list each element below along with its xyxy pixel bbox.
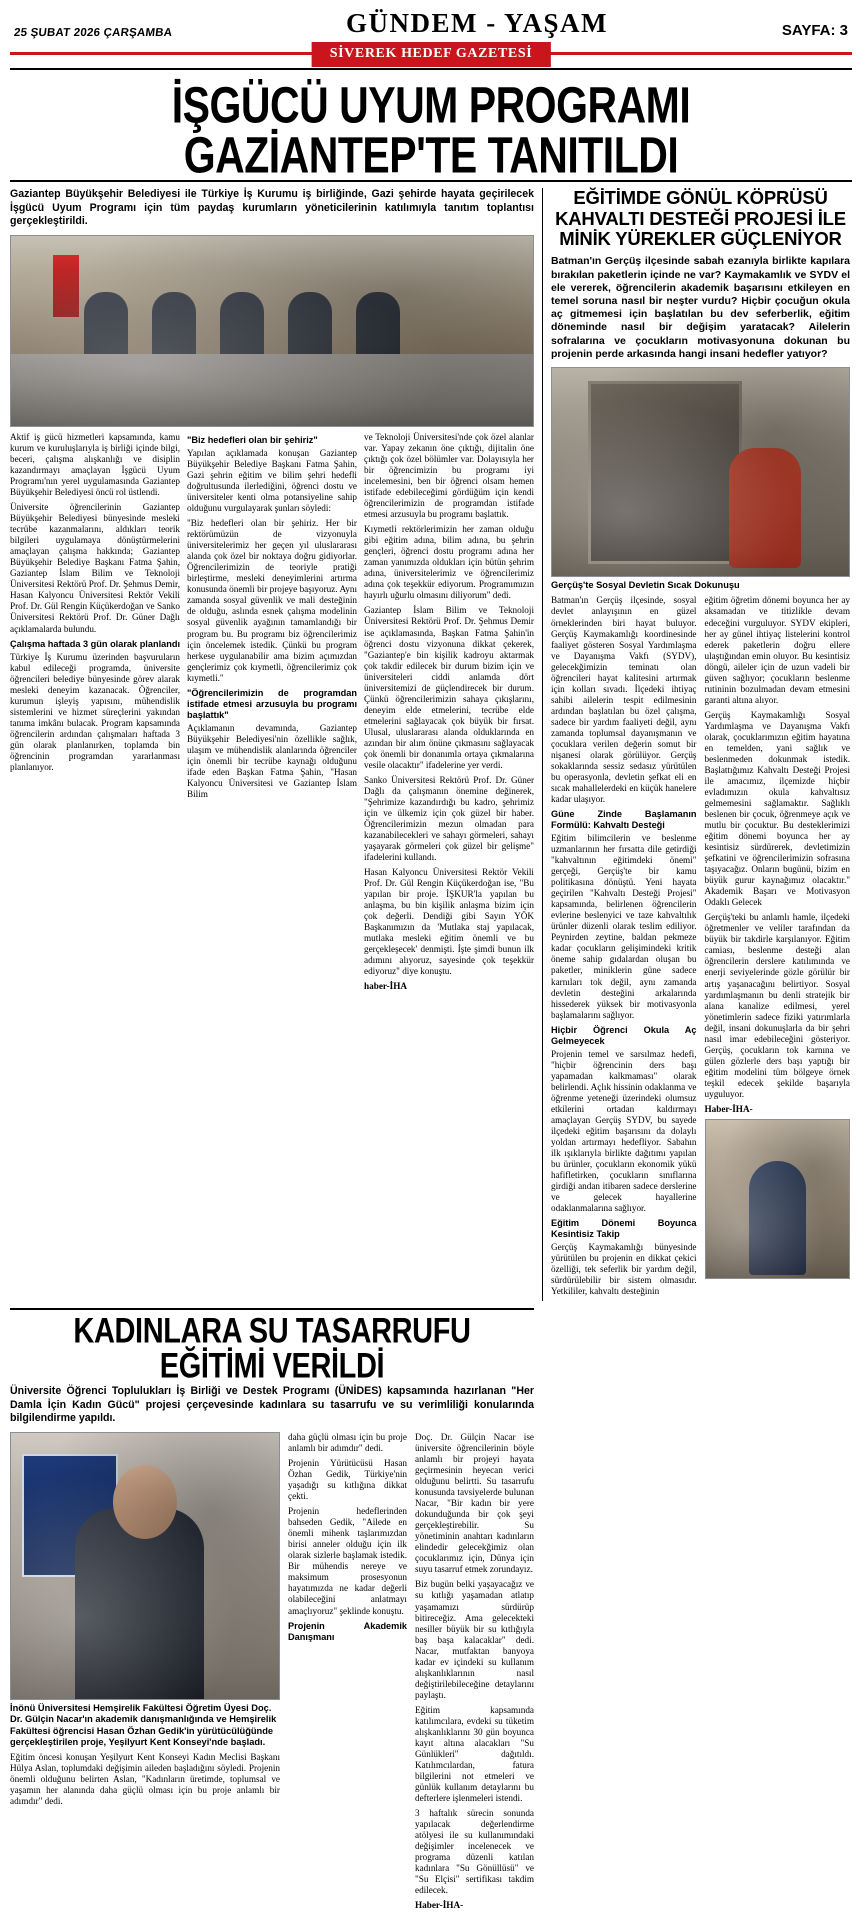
speaker-photo: [10, 1432, 280, 1700]
secondary-story: [542, 188, 850, 1301]
door-frame-decor: [588, 381, 742, 564]
secondary-photo-caption: Gerçüş'te Sosyal Devletin Sıcak Dokunuşu: [551, 580, 740, 591]
paragraph: Gaziantep İslam Bilim ve Teknoloji Üniversitesi Rektörü Prof. Dr. Şehmus Demir ise açıklamasında, Başkan Fatma Şahin'in öğrenci dostu vizyonuna dikkat çekerek, "Gaziantep'e bin kişilik kadroyu aktarmak çok takdir edilecek bir durum bizim için ve üniversiteleri ciddi anlamda dört üniversitemizi de güçlendirecek bir durum. Çünkü öğrencilerimizin sahaya çıkışlarını, deneyim elde etmelerini, tecrübe elde etmelerini sağlayacak çok büyük bir fırsat. Ulusal, uluslararası alanda olduklarında en azından bir alım önüne çıkmasını sağlayacak çok önemli bir donanımla ortaya çıkmalarına vesile olacaktır" ifadelerine yer verdi.: [364, 605, 534, 770]
paragraph: Eğitim bilimcilerin ve beslenme uzmanlarının her fırsatta dile getirdiği "kahvaltının eğitimdeki önemi" gerçeği, Gerçüş'te bir kamu politikasına dönüştü. Yeni hayata geçirilen "Kahvaltı Desteği Projesi" kapsamında, belirlenen öğrencilerin evlerine beslenyici ve taze kahvaltılık ürünler düzenli olarak teslim ediliyor. Peynirden zeytine, baldan pekmeze kadar çocukların gelişimindeki kritik öneme sahip gıdalardan oluşan bu paketler, miniklerin güne sadece karnıları tok değil, aynı zamanda devletin desteğini arkalarında hissederek yüksek bir motivasyonla başlamalarını sağlıyor.: [551, 833, 697, 1020]
subheading: Projenin Akademik Danışmanı: [288, 1620, 407, 1642]
meeting-photo: [10, 235, 534, 427]
person-decor: [220, 292, 264, 358]
flag-decor: [53, 255, 79, 317]
backdrop-banner-decor: [22, 1454, 118, 1576]
person-decor: [288, 292, 332, 358]
main-headline-block: [10, 68, 852, 182]
paragraph: Projenin hedeflerinden bahseden Gedik, "Ailede en önemli mihenk taşlarımızdan birisi anneler olduğu için ilk olarak sizlerle başlamak istedik. Bir mühendis nereye ve maksimum prosesyonun hayatımızda ne kadar değerli olabileceğini anlatmayı amaçlıyoruz" şeklinde konuştu.: [288, 1506, 407, 1616]
paragraph: Hasan Kalyoncu Üniversitesi Rektör Vekili Prof. Dr. Gül Rengin Küçükerdoğan ise, "Bu yapılan bir proje. İŞKUR'la yapılan bu anlaşma, bu bin kişilik anlaşma bizim için çok değerli. Dendiği gibi Sayın YÖK Başkanımızın da 'Mutlaka staj yapılacak, mutlaka mesleki eğitim önemli ve bu gerçekleşecek' denmişti. İşte şimdi bunun ilk adımını alıyoruz, sayesinde çok teşekkür ediyoruz" diye konuştu.: [364, 867, 534, 977]
person-decor: [84, 292, 128, 358]
secondary-headline: EĞİTİMDE GÖNÜL KÖPRÜSÜ KAHVALTI DESTEĞİ PROJESİ İLE MİNİK YÜREKLER GÜÇLENİYOR: [555, 187, 846, 250]
paragraph: Üniversite öğrencilerinin Gaziantep Büyükşehir Belediyesi bünyesinde mesleki tecrübe kazanmalarını, aldıkları teorik bilgileri uygulamaya dönüştürmelerini amaçlayan çalışma hakkında; Gaziantep Büyükşehir Belediye Başkanı Fatma Şahin, Gaziantep İslam Bilim ve Teknoloji Üniversitesi Rektörü Prof. Dr. Şehmus Demir, Hasan Kalyoncu Üniversitesi Rektör Vekili Prof. Dr. Gül Rengin Küçükerdoğan ve Sanko Üniversitesi Rektörü Prof. Dr. Güner Dağlı açıklamalarda bulundu.: [10, 502, 180, 634]
bottom-photo-caption: İnönü Üniversitesi Hemşirelik Fakültesi Öğretim Üyesi Doç. Dr. Gülçin Nacar'ın akademik danışmanlığında ve Hemşirelik Fakültesi öğrencisi Hasan Özhan Gedik'in yürütücülüğünde gerçekleştirilen proje, Yeşilyurt Kent Konseyi'nde başladı.: [10, 1703, 277, 1748]
paragraph: Kıymetli rektörlerimizin her zaman olduğu gibi eğitim adına, bilim adına, bu şehrin gençleri, öğrenci dostu programı adına her zaman yanımızda oldukları için bütün şehrim adına, üniversitelerimiz ve öğrencilerimiz adına çok teşekkür ediyorum. Programımızın hayırlı uğurlu olmasını diliyorum" dedi.: [364, 524, 534, 601]
bottom-headline-line1: KADINLARA SU TASARRUFU: [73, 1312, 471, 1352]
paragraph: Gerçüş Kaymakamlığı bünyesinde yürütülen bu projenin en dikkat çekici özelliği, tek seferlik bir yardım değil, sürdürülebilir bir sistem olmasıdır. Yetkililer, kahvaltı desteğinin: [551, 1242, 697, 1297]
bottom-story-lead: Üniversite Öğrenci Toplulukları İş Birliği ve Destek Programı (ÜNİDES) kapsamında hazırlanan "Her Damla İçin Kadın Gücü" projesi çerçevesinde kadınlara su tasarrufu ve su verimliliği konularında bilgilendirme yapıldı.: [10, 1385, 534, 1425]
paragraph: Batman'ın Gerçüş ilçesinde, sosyal devlet anlayışının en güzel örneklerinden biri hayat buluyor. Gerçüş Kaymakamlığı koordinesinde faaliyet gösteren Sosyal Yardımlaşma ve Dayanışma Vakfı (SYDV), gelecekğimizin teminatı olan öğrencileri hayat kalitesini artırmak için kolları sıvadı. İlçedeki ihtiyaç sahibi ailelerin tespit edilmesinin ardından başlatılan bu özel çalışma, sadece bir yardım faaliyeti değil, aynı zamanda toplumsal dayanışmanın ve çocuklara verilen değerin somut bir nişanesi olarak görülüyor. Gerçüş sokaklarında sessiz sedasız yürütülen bu operasyonla, devletin şefkat eli en sıcak mahallelerdeki en küçük hanelere kadar ulaşıyor.: [551, 595, 697, 805]
paragraph: ve Teknoloji Üniversitesi'nde çok özel alanlar var. Yapay zekanın öne çıktığı, dijitalin öne çıktığı çok özel bölümler var. Dolayısıyla her bir öğrencimizin bu programı iyi incelemesini, ben bir öğrenci olsam hemen istifade edebileceğimi gördüğüm için kendi öğrencilerimizin de programdan istifade etmesi arzusuyla bu programı başlattık.: [364, 431, 534, 520]
bottom-col-2: [288, 1432, 407, 1915]
paragraph: "Biz hedefleri olan bir şehiriz. Her bir rektörümüzün de vizyonuyla üniversitelerimiz her geçen yıl uluslararası alanda çok özel bir noktaya doğru gidiyorlar. Öğrencilerimizin de teoriyle pratiği birleştirme, mesleki deneyimlerini artırma konusunda önemli bir projeye başıyoruz. Aynı zamanda sosyal güvenlik ve mali desteğinin de olduğu, aslında esnek çalışma modelinin sosyal güvenlik ayağının tamamlandığı bir program bu. Bu programı biz öğrencilerimiz için öncelemek istedik. Çünkü bu program herkese uygulanabilir ama bizim açımızdan gençlerimiz çok kıymetli, öğrencilerimiz çok kıymetli.": [187, 518, 357, 683]
main-story: [10, 188, 534, 1301]
subheading: Çalışma haftada 3 gün olarak planlandı: [10, 638, 181, 649]
paragraph: 3 haftalık sürecin sonunda yapılacak değerlendirme atölyesi ile su kullanımındaki değişimler incelenecek ve programa düzenli katılan kadınlara "Su Gönüllüsü" ve "Su Elçisi" sertifikası takdim edilecek.: [415, 1808, 534, 1896]
secondary-story-body: [551, 595, 850, 1301]
bottom-col-3: [415, 1432, 534, 1915]
page-number: SAYFA: 3: [781, 22, 848, 39]
main-story-body: [10, 432, 534, 997]
bottom-headline-line2: EĞİTİMİ VERİLDİ: [159, 1347, 385, 1387]
paragraph: Doç. Dr. Gülçin Nacar ise üniversite öğrencilerinin böyle anlamlı bir projeyi hayata geçirmesinin heyecan verici olduğunu belirtti. Su tasarrufu konusunda tavsiyelerde bulunan Nacar, "Bir kadın bir yere dokunduğunda bir çok şeyi gerçekleştirebilir. Su yönetiminin anahtarı kadınların elindedir gelecekğimiz olan çocuklarımız için, Dünya için suyu tasarruf etmek zorundayız.: [415, 1432, 534, 1575]
subheading: Güne Zinde Başlamanın Formülü: Kahvaltı Desteği: [551, 809, 697, 831]
byline: haber-İHA: [364, 981, 408, 992]
paragraph: Aktif iş gücü hizmetleri kapsamında, kamu kurum ve kuruluşlarıyla iş birliği içinde bilgi, beceri, çalışma alışkanlığı ve disiplin kazandırmayı amaçlayan İşgücü Uyum Programı'nın yerel uygulamasında Gaziantep Büyükşehir Belediyesi öncü rol üstlendi.: [10, 431, 180, 498]
paragraph: daha güçlü olması için bu proje anlamlı bir adımdır" dedi.: [288, 1432, 407, 1454]
paragraph: Türkiye İş Kurumu üzerinden başvuruların kabul edileceği programda, üniversite öğrencileri belediye bünyesinde görev alarak mesleki deneyim kazanacak. Öğrenciler, kurumun işleyiş yapısını, mühendislik sistemlerini ve hizmet süreçlerini yakından tanıma imkânı bulacak. Program kapsamında öğrencilerin ardından çalışmaları haftada 3 gün olarak planlanırken, toplamda bin öğrencinin programdan yararlanması planlanıyor.: [10, 651, 180, 772]
bottom-story: [10, 1308, 534, 1915]
byline: Haber-İHA-: [415, 1900, 464, 1911]
paragraph: Biz bugün belki yaşayacağız ve su kıtlığı yaşamadan atlatıp yaşamamızı sürdürüp bitireceğiz. Ama gelecekteki nesiller büyük bir su kıtlığıyla baş başa kalacaklar" dedi. Nacar, mutfaktan banyoya kadar ev içindeki su kullanım alışkanlıklarının nasıl değiştirilebileceğine detaylarını paylaştı.: [415, 1579, 534, 1700]
paragraph: Eğitim kapsamında katılımcılara, evdeki su tüketim alışkanlıklarını 30 gün boyunca kayıt altına alacakları "Su Günlükleri" dağıtıldı. Katılımcılardan, fatura bilgilerini not etmeleri ve günlük kullanım detaylarını bu defterlere işlenmeleri istendi.: [415, 1704, 534, 1804]
subheading: "Biz hedefleri olan bir şehiriz": [187, 434, 318, 445]
paragraph: Gerçüş Kaymakamlığı Sosyal Yardımlaşma ve Dayanışma Vakfı olarak, çocuklarımızın eğitim hayatına en temelden, yani sağlık ve beslenmeden dokunmak istedik. Başlattığımız Kahvaltı Desteği Projesi ile amacımız, ilçemizde hiçbir evladımızın okula kahvaltısız gelmemesini sağlamaktır. Sağlıklı beslenen bir çocuk, öğrenmeye açık ve mutlu bir çocuktur. Bu desteklerimizi eğitim dönemi boyunca her ay kesintisiz sürdürerek, devletimizin şefkatini ve öğrencilerimizin sofrasına taşıyacağız. Onların bugünü, bizim en büyük gurur kaynağımız olacaktır." Akademik Başarı ve Motivasyon Odaklı Gelecek: [704, 709, 850, 908]
person-decor: [152, 292, 196, 358]
child-decor: [749, 1161, 806, 1275]
paragraph: eğitim öğretim dönemi boyunca her ay aksamadan ve titizlikle devam edeceğini vurguluyor. SYDV ekipleri, her ay günel ihtiyaç listelerini kontrol ederek paketlerin doğru ellere ulaştığından emin oluyor. Bu kesintisiz döngü, aileler için de uzun vadeli bir güven sağlıyor; çocukların beslenme rutininin bozulmadan devam etmesini garanti altına alıyor.: [704, 595, 850, 705]
paragraph: Açıklamanın devamında, Gaziantep Büyükşehir Belediyesi'nin özellikle sağlık, ulaşım ve mühendislik alanlarında öğrenciler için önemli bir tecrübe kaynağı olduğunu ifade eden Başkan Fatma Şahin, "Hasan Kalyoncu Üniversitesi ve Gaziantep İslam Bilim: [187, 722, 357, 799]
door-photo: [551, 367, 850, 577]
bottom-right-columns: [288, 1432, 534, 1915]
main-story-col-3: [364, 432, 534, 997]
paragraph: Gerçüş'teki bu anlamlı hamle, ilçedeki öğretmenler ve veliler tarafından da büyük bir takdirle karşılanıyor. Eğitim camiası, beslenme desteği alan öğrencilerin derslere katılımında ve enerji seviyelerinde gözle görülür bir artış yaşanacağını belirtiyor. Sosyal yardımlaşmanın bu denli stratejik bir alana kanalize edilmesi, yerel yönetimlerin sadece fiziki yatırımlarla değil, insani dokunuşlarla da bir şehri nasıl imar edebileceğini gösteriyor. Gerçüş, çocukların tok karnına ve gülen gözlerle ders başı yaptığı bir eğitim modelini tüm bölgeye örnek teşkil edecek şekilde başarıyla uyguluyor.: [704, 912, 850, 1099]
divider: [10, 1308, 534, 1310]
main-story-col-1: [10, 432, 180, 997]
person-decor: [356, 292, 400, 358]
bottom-story-body: [10, 1432, 534, 1915]
subheading: Eğitim Dönemi Boyunca Kesintisiz Takip: [551, 1218, 697, 1240]
byline: Haber-İHA-: [704, 1103, 753, 1114]
bottom-headline: [10, 1312, 534, 1387]
speaker-decor: [75, 1508, 204, 1700]
main-story-lead: Gaziantep Büyükşehir Belediyesi ile Türkiye İş Kurumu iş birliğinde, Gazi şehirde hayata geçirilecek İşgücü Uyum Programı için tüm paydaş kurumların yöneticilerinin katılımıyla tanıtım toplantısı gerçekleştirildi.: [10, 188, 534, 228]
secondary-lead: Batman'ın Gerçüş ilçesinde sabah ezanıyla birlikte kapılara bırakılan paketlerin içinde ne var? Kaymakamlık ve SYDV el ele vererek, öğrencilerin akademik başarısını etkileyen en temel soruna nasıl bir neşter vurdu? Hiçbir çocuğun okula aç gitmemesi için başlatılan bu dev seferberlik, eğitim döneminde nasıl bir değişim yaratacak? Ailelerin sofralarına ve çocukların motivasyonuna dokunan bu projenin perde arkasında hangi insani hedefler yatıyor?: [551, 255, 850, 360]
table-decor: [11, 354, 533, 426]
newspaper-name: SİVEREK HEDEF GAZETESİ: [312, 42, 551, 67]
main-story-col-2: [187, 432, 357, 997]
subheading: Hiçbir Öğrenci Okula Aç Gelmeyecek: [551, 1024, 697, 1046]
speaker-head-decor: [113, 1465, 177, 1539]
main-headline-line1: İŞGÜCÜ UYUM PROGRAMI: [171, 76, 691, 134]
section-title: GÜNDEM - YAŞAM: [346, 8, 609, 38]
masthead: [10, 6, 852, 42]
paragraph: Yapılan açıklamada konuşan Gaziantep Büyükşehir Belediye Başkanı Fatma Şahin, Gazi şehrin eğitim ve bilim şehri hedefli doğrultusunda ilerlediğini, öğrenci dostu ve üniversiteler kenti olma potansiyeline sahip olduğunu vurgulayarak şunları söyledi:: [187, 448, 357, 514]
newspaper-banner: [10, 42, 852, 64]
paragraph: Eğitim öncesi konuşan Yeşilyurt Kent Konseyi Kadın Meclisi Başkanı Hülya Aslan, toplumdaki değişimin aileden başladığını söyledi. Projenin önemli olduğunu belirten Aslan, "Kadınların üretimde, toplumsal ve yaşamın her alanında daha güçlü olması için bu proje anlamlı bir adımdır" dedi.: [10, 1752, 280, 1807]
page-columns: [10, 188, 852, 1301]
paragraph: Sanko Üniversitesi Rektörü Prof. Dr. Güner Dağlı da çalışmanın önemine değinerek, "Şehrimize kazandırdığı bu kadro, şehrimiz için ve ülkemiz için çok güzel bir haber. Öğrencilerimizin mezun olmadan para kazanabilecekleri ve sahayı görmeleri, sahayı yaşayarak görmeleri çok güzel bir gelişme" ifadelerini kullandı.: [364, 774, 534, 863]
paragraph: Projenin temel ve sarsılmaz hedefi, "hiçbir öğrencinin ders başı yapamadan kalkmaması" olarak belirlendi. Açlık hissinin odaklanma ve öğrenme yeteneği üzerindeki olumsuz etkilerini ortadan kaldırmayı amaçlayan Gerçüş SYDV, bu sayede ilçedeki eğitim başarısını da dolaylı yoldan artırmayı hedefliyor. Sabahın ilk ışıklarıyla birlikte dağıtımı yapılan bu ürünler, çocukların ekonomik yükü hafifletirken, çocukların sınıflarına girdiği andan itibaren sadece derslerine ve gelecek hayallerine odaklanmalarına sağlıyor.: [551, 1048, 697, 1214]
publication-date: 25 ŞUBAT 2026 ÇARŞAMBA: [13, 27, 173, 39]
child-photo: [705, 1119, 851, 1279]
secondary-col-1: [551, 595, 697, 1301]
secondary-col-2: [705, 595, 851, 1301]
main-headline: [10, 76, 852, 184]
main-headline-line2: GAZİANTEP'TE TANITILDI: [183, 126, 679, 184]
bottom-col-1: [10, 1752, 280, 1807]
child-decor: [729, 448, 801, 568]
paragraph: Projenin Yürütücüsü Hasan Özhan Gedik, Türkiye'nin yaşadığı su kıtlığına dikkat çekti.: [288, 1458, 407, 1502]
bottom-left-column: [10, 1432, 280, 1915]
subheading: "Öğrencilerimizin de programdan istifade etmesi arzusuyla bu programı başlattık": [187, 687, 357, 720]
